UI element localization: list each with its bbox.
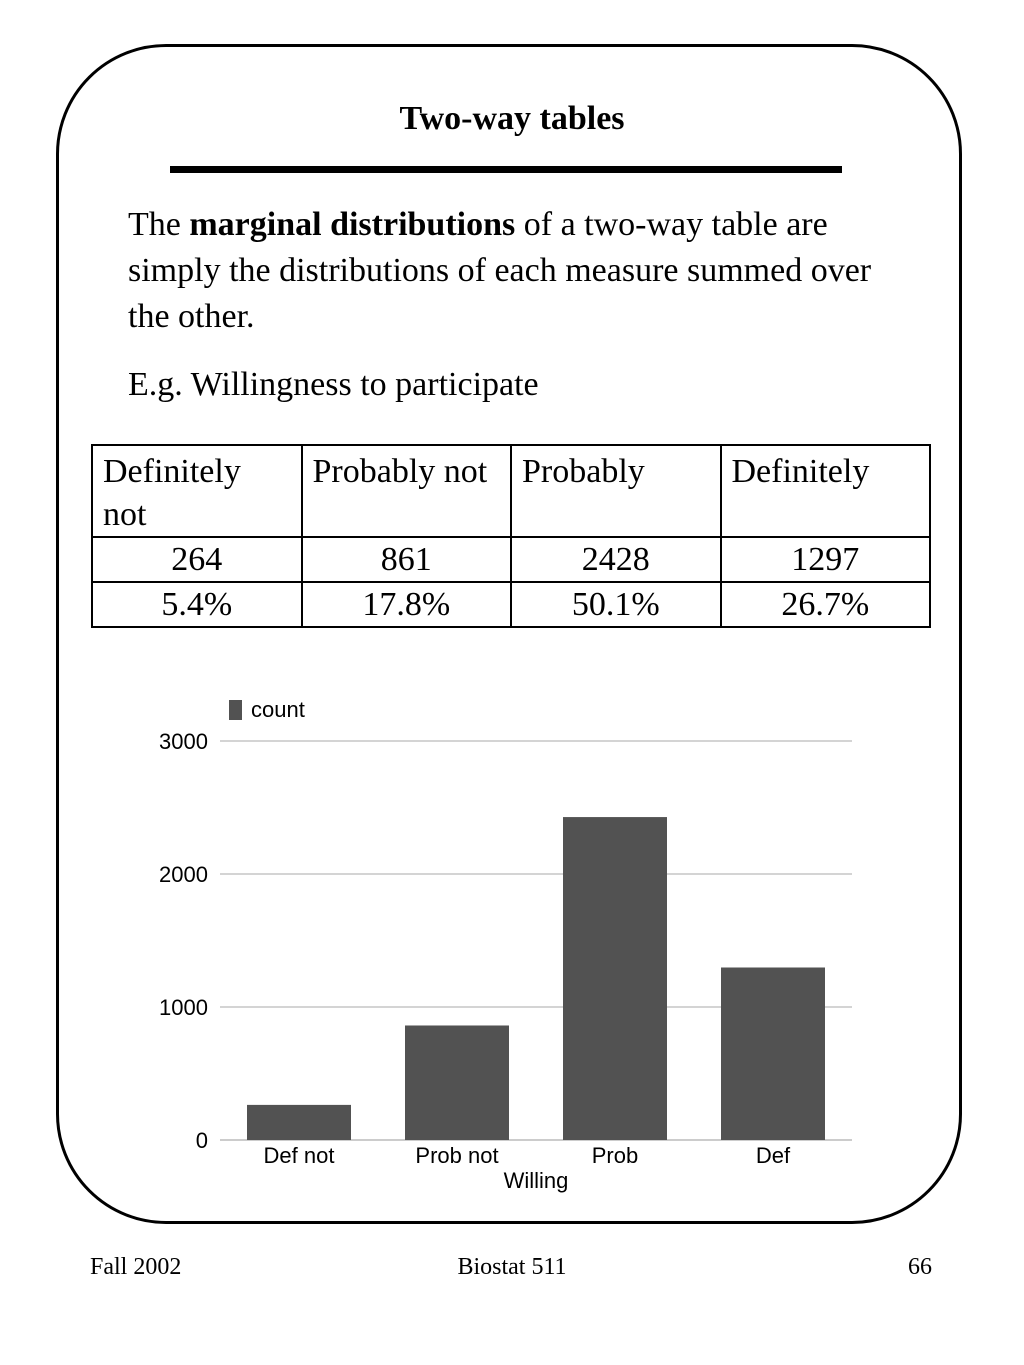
header-cell: Definitely — [721, 445, 931, 537]
header-cell: Probably — [511, 445, 721, 537]
table-row-counts — [92, 537, 930, 582]
bar — [247, 1105, 351, 1140]
y-tick-label: 3000 — [159, 729, 208, 754]
footer-date: Fall 2002 — [90, 1254, 182, 1280]
y-tick-label: 0 — [195, 1128, 208, 1153]
bar — [405, 1025, 509, 1140]
count-cell: 2428 — [511, 537, 721, 582]
footer-course: Biostat 511 — [457, 1254, 567, 1280]
example-line: E.g. Willingness to participate — [128, 366, 539, 403]
bar — [563, 817, 667, 1140]
percent-cell: 26.7% — [721, 582, 931, 627]
bar — [721, 967, 825, 1140]
percent-cell: 17.8% — [302, 582, 512, 627]
header-cell: Definitely not — [92, 445, 302, 537]
x-tick-label: Def — [755, 1143, 791, 1168]
x-tick-label: Prob — [591, 1143, 639, 1168]
para-pre: The — [128, 206, 190, 243]
footer-page-number: 66 — [908, 1254, 932, 1280]
bar-chart — [100, 680, 880, 1210]
legend-swatch — [229, 700, 242, 720]
para-post: of a two-way table are simply the distributions of each measure summed over the other. — [128, 206, 872, 335]
term-marginal-distributions: marginal distributions — [189, 206, 516, 243]
title-rule — [170, 166, 842, 173]
x-tick-label: Prob not — [415, 1143, 499, 1168]
legend-label: count — [251, 697, 305, 722]
y-tick-label: 1000 — [159, 995, 208, 1020]
count-cell: 1297 — [721, 537, 931, 582]
header-cell: Probably not — [302, 445, 512, 537]
definition-paragraph — [128, 202, 888, 340]
count-cell: 264 — [92, 537, 302, 582]
count-cell: 861 — [302, 537, 512, 582]
x-axis-label: Willing — [503, 1168, 569, 1193]
x-tick-label: Def not — [263, 1143, 335, 1168]
percent-cell: 5.4% — [92, 582, 302, 627]
y-tick-label: 2000 — [159, 862, 208, 887]
slide-title: Two-way tables — [399, 100, 625, 137]
marginal-table — [91, 444, 931, 628]
table-row-percents — [92, 582, 930, 627]
table-header-row — [92, 445, 930, 537]
percent-cell: 50.1% — [511, 582, 721, 627]
